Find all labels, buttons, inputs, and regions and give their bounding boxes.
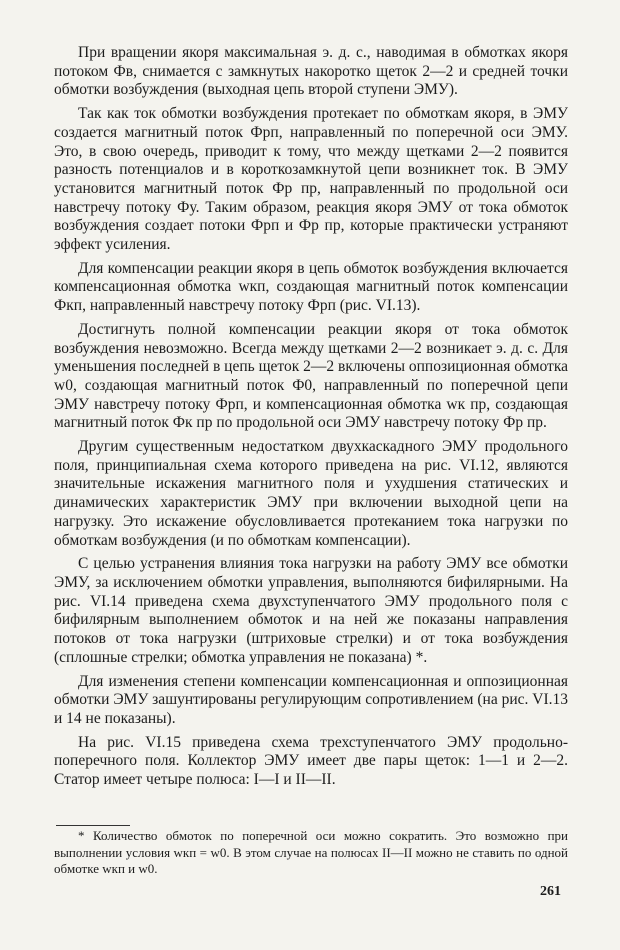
paragraph: При вращении якоря максимальная э. д. с., наводимая в обмотках якоря потоком Фв, снимается с замкнутых накоротко щеток 2—2 и средней точки обмотки возбуждения (выходная цепь второй ступени ЭМУ).: [54, 44, 568, 99]
paragraph: Так как ток обмотки возбуждения протекает по обмоткам якоря, в ЭМУ создается магнитный поток Фрп, направленный по поперечной оси ЭМУ. Это, в свою очередь, приводит к тому, что между щетками 2—2 появится разность потенциалов и в короткозамкнутой цепи возникнет ток. В ЭМУ установится магнитный поток Фр пр, направленный по продольной оси навстречу потоку Фу. Таким образом, реакция якоря ЭМУ от тока обмоток возбуждения создает потоки Фрп и Фр пр, которые практически устраняют эффект усиления.: [54, 105, 568, 254]
footnote-text: * Количество обмоток по поперечной оси можно сократить. Это возможно при выполнении условия wкп = w0. В этом случае на полюсах II—II можно не ставить по одной обмотке wкп и w0.: [54, 828, 568, 876]
paragraph: Для изменения степени компенсации компенсационная и оппозиционная обмотки ЭМУ зашунтированы регулирующим сопротивлением (на рис. VI.13 и 14 не показаны).: [54, 672, 568, 727]
paragraph: Достигнуть полной компенсации реакции якоря от тока обмоток возбуждения невозможно. Всегда между щетками 2—2 возникает э. д. с. Для уменьшения последней в цепь щеток 2—2 включены оппозиционная обмотка w0, создающая магнитный поток Ф0, направленный по поперечной цепи ЭМУ навстречу потоку Фрп, и компенсационная обмотка wк пр, создающая магнитный поток Фк пр по продольной оси ЭМУ навстречу потоку Фр пр.: [54, 320, 568, 432]
paragraph: Другим существенным недостатком двухкаскадного ЭМУ продольного поля, принципиальная схема которого приведена на рис. VI.12, являются значительные искажения магнитного поля и ухудшения статических и динамических характеристик ЭМУ при включении выходной цепи на нагрузку. Это искажение обусловливается протеканием тока нагрузки по обмоткам возбуждения (и по обмоткам компенсации).: [54, 438, 568, 549]
paragraph: Для компенсации реакции якоря в цепь обмоток возбуждения включается компенсационная обмотка wкп, создающая магнитный поток компенсации Фкп, направленный навстречу потоку Фрп (рис. VI.13).: [54, 259, 568, 315]
main-text: [54, 44, 568, 795]
page-number: 261: [540, 884, 561, 899]
paragraph: С целью устранения влияния тока нагрузки на работу ЭМУ все обмотки ЭМУ, за исключением обмотки управления, выполняются бифилярными. На рис. VI.14 приведена схема двухступенчатого ЭМУ продольного поля с бифилярным выполнением обмоток и на ней же показаны направления потоков от тока нагрузки (штриховые стрелки) и от тока возбуждения (сплошные стрелки; обмотка управления не показана) *.: [54, 555, 568, 666]
footnote: [54, 828, 568, 878]
paragraph: На рис. VI.15 приведена схема трехступенчатого ЭМУ продольно-поперечного поля. Коллектор ЭМУ имеет две пары щеток: 1—1 и 2—2. Статор имеет четыре полюса: I—I и II—II.: [54, 733, 568, 789]
footnote-divider: [56, 825, 130, 826]
